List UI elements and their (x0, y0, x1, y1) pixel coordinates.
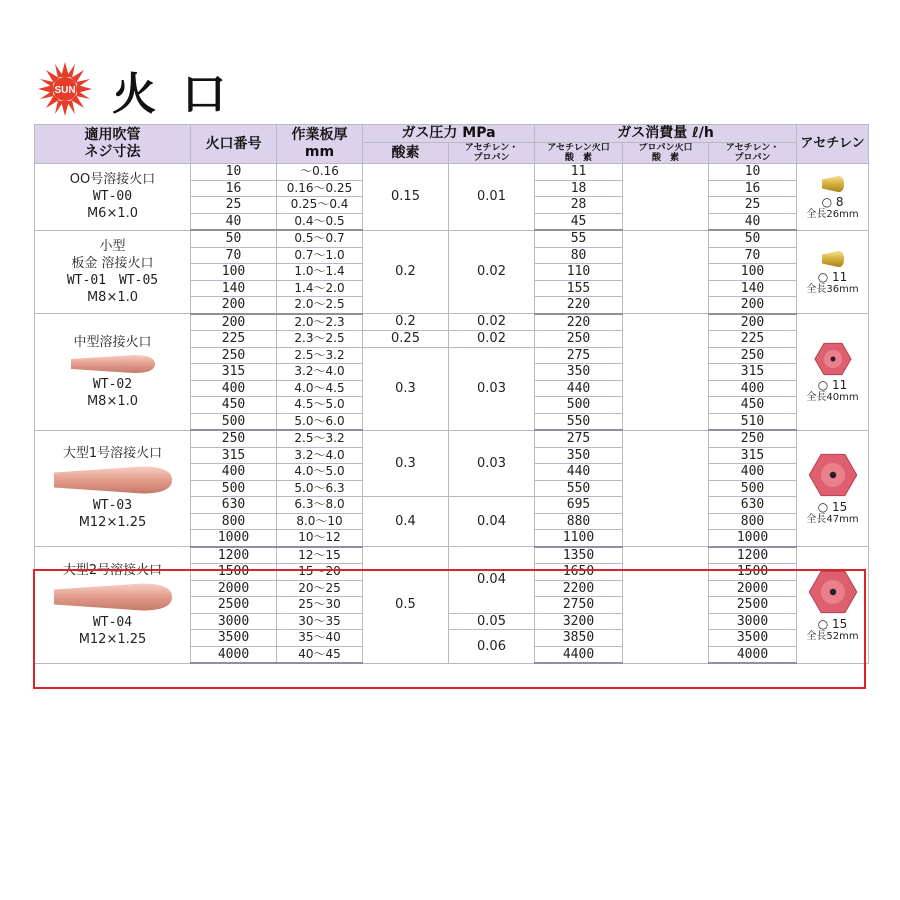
acetylene-propane-consumption: 225 (709, 331, 797, 348)
acetylene-tip-oxygen: 350 (535, 364, 623, 381)
nozzle-tip-icon (54, 465, 172, 495)
acetylene-tip-oxygen: 550 (535, 413, 623, 430)
acetylene-propane-consumption: 510 (709, 413, 797, 430)
tip-number: 630 (191, 497, 277, 514)
plate-range: 2.0～2.5 (277, 297, 363, 314)
model-cell (35, 547, 191, 664)
header-plate-thickness (277, 125, 363, 164)
acetylene-propane-consumption: 50 (709, 230, 797, 247)
model-type: WT-04 (92, 614, 133, 630)
header-acetylene-propane-pressure (449, 143, 535, 164)
acetylene-propane-consumption: 400 (709, 464, 797, 481)
propane-tip-oxygen (623, 430, 709, 547)
sun-logo-icon (38, 62, 92, 116)
tip-number: 25 (191, 197, 277, 214)
acetylene-propane-consumption: 25 (709, 197, 797, 214)
header-gas-pressure: ガス圧力 MPa (363, 125, 535, 143)
model-name: 小型 (99, 238, 126, 254)
header-propane-tip-label: プロパン火口 (638, 143, 693, 153)
nozzle-tip-icon (822, 175, 844, 193)
acetylene-tip-oxygen: 275 (535, 347, 623, 364)
total-length: 全長36mm (806, 284, 859, 296)
acetylene-tip-oxygen: 2200 (535, 580, 623, 597)
tip-image-cell (797, 164, 869, 231)
tip-image-cell (797, 230, 869, 314)
plate-range: 8.0～10 (277, 513, 363, 530)
model-thread: M8×1.0 (86, 289, 139, 305)
oxygen-pressure: 0.3 (363, 430, 449, 497)
acetylene-propane-consumption: 315 (709, 447, 797, 464)
tip-number: 3000 (191, 613, 277, 630)
acetylene-propane-consumption: 3000 (709, 613, 797, 630)
tip-number: 250 (191, 347, 277, 364)
total-length: 全長52mm (806, 630, 859, 642)
acetylene-tip-oxygen: 18 (535, 180, 623, 197)
gas-pressure: 0.05 (449, 613, 535, 630)
acetylene-propane-consumption: 315 (709, 364, 797, 381)
plate-range: 15～20 (277, 564, 363, 581)
hex-nut-icon (808, 450, 858, 500)
acetylene-tip-oxygen: 220 (535, 314, 623, 331)
acetylene-propane-consumption: 40 (709, 213, 797, 230)
plate-range: 2.3～2.5 (277, 331, 363, 348)
header-acet-tip-label: アセチレン火口 (547, 143, 610, 153)
acetylene-propane-consumption: 3500 (709, 630, 797, 647)
gas-pressure: 0.06 (449, 630, 535, 664)
gas-pressure: 0.01 (449, 164, 535, 231)
propane-tip-oxygen (623, 164, 709, 231)
model-name: 大型2号溶接火口 (62, 562, 163, 578)
acetylene-tip-oxygen: 350 (535, 447, 623, 464)
header-oxygen: 酸素 (363, 143, 449, 164)
hex-size: ○ 8 (821, 195, 844, 210)
model-thread: M12×1.25 (78, 631, 147, 647)
tip-number: 225 (191, 331, 277, 348)
plate-range: 40～45 (277, 646, 363, 663)
tip-number: 250 (191, 430, 277, 447)
acetylene-propane-consumption: 10 (709, 164, 797, 181)
page-title: 火口 (112, 69, 252, 120)
table-row (35, 164, 869, 181)
model-cell (35, 314, 191, 431)
nozzle-tip-icon (822, 250, 844, 268)
header-acet-tip-oxygen-label: 酸 素 (565, 153, 593, 163)
tip-number: 2500 (191, 597, 277, 614)
acetylene-tip-oxygen: 28 (535, 197, 623, 214)
acetylene-tip-oxygen: 1100 (535, 530, 623, 547)
tip-number: 140 (191, 280, 277, 297)
acetylene-propane-consumption: 100 (709, 264, 797, 281)
plate-range: 4.0～5.0 (277, 464, 363, 481)
plate-range: 0.4～0.5 (277, 213, 363, 230)
tip-number: 315 (191, 447, 277, 464)
header-propane-label: プロパン (473, 153, 510, 163)
acetylene-tip-oxygen: 155 (535, 280, 623, 297)
plate-range: 5.0～6.0 (277, 413, 363, 430)
tip-number: 400 (191, 464, 277, 481)
acetylene-tip-oxygen: 695 (535, 497, 623, 514)
model-type: WT-01 WT-05 (66, 272, 159, 288)
model-thread: M8×1.0 (86, 393, 139, 409)
header-propane-cons-label: プロパン (734, 153, 771, 163)
tip-number: 400 (191, 380, 277, 397)
hex-size: ○ 15 (817, 500, 848, 515)
plate-range: 1.4～2.0 (277, 280, 363, 297)
header-acet-cons-label: アセチレン・ (725, 143, 780, 153)
header-gas-consumption: ガス消費量 ℓ/h (535, 125, 797, 143)
acetylene-propane-consumption: 1500 (709, 564, 797, 581)
acetylene-propane-consumption: 4000 (709, 646, 797, 663)
plate-range: 2.0～2.3 (277, 314, 363, 331)
plate-range: 3.2～4.0 (277, 447, 363, 464)
table-row (35, 314, 869, 331)
gas-pressure: 0.03 (449, 347, 535, 430)
oxygen-pressure: 0.2 (363, 230, 449, 314)
acetylene-tip-oxygen: 80 (535, 247, 623, 264)
gas-pressure: 0.02 (449, 314, 535, 331)
hex-size: ○ 15 (817, 616, 848, 631)
oxygen-pressure: 0.3 (363, 347, 449, 430)
plate-range: 25～30 (277, 597, 363, 614)
hex-size: ○ 11 (817, 377, 848, 392)
header-thread-label: ネジ寸法 (84, 144, 141, 160)
model-name: OO号溶接火口 (69, 172, 156, 188)
acetylene-tip-oxygen: 45 (535, 213, 623, 230)
table-row (35, 430, 869, 447)
acetylene-propane-consumption: 2000 (709, 580, 797, 597)
acetylene-tip-oxygen: 11 (535, 164, 623, 181)
acetylene-propane-consumption: 400 (709, 380, 797, 397)
tip-number: 100 (191, 264, 277, 281)
model-name: 大型1号溶接火口 (62, 446, 163, 462)
tip-number: 1500 (191, 564, 277, 581)
tip-image-cell (797, 547, 869, 664)
tip-number: 40 (191, 213, 277, 230)
acetylene-propane-consumption: 16 (709, 180, 797, 197)
header-tip-type: アセチレン (797, 125, 869, 164)
oxygen-pressure: 0.25 (363, 331, 449, 348)
model-cell (35, 164, 191, 231)
plate-range: 0.16～0.25 (277, 180, 363, 197)
plate-range: ～0.16 (277, 164, 363, 181)
acetylene-tip-oxygen: 4400 (535, 646, 623, 663)
plate-range: 3.2～4.0 (277, 364, 363, 381)
tip-number: 2000 (191, 580, 277, 597)
tip-number: 1000 (191, 530, 277, 547)
model-name: 中型溶接火口 (73, 334, 152, 350)
acetylene-propane-consumption: 200 (709, 297, 797, 314)
tip-number: 200 (191, 314, 277, 331)
header-acetylene-propane-consumption (709, 143, 797, 164)
model-type: WT-00 (92, 189, 133, 205)
tip-number: 500 (191, 413, 277, 430)
header-propane-tip-oxygen-label: 酸 素 (652, 153, 680, 163)
table-row (35, 547, 869, 564)
propane-tip-oxygen (623, 230, 709, 314)
acetylene-tip-oxygen: 500 (535, 397, 623, 414)
hex-nut-icon (808, 567, 858, 617)
gas-pressure: 0.04 (449, 547, 535, 614)
oxygen-pressure: 0.4 (363, 497, 449, 547)
tip-number: 70 (191, 247, 277, 264)
plate-range: 2.5～3.2 (277, 430, 363, 447)
header-applicable-torch (35, 125, 191, 164)
tip-number: 4000 (191, 646, 277, 663)
model-type: WT-02 (92, 376, 133, 392)
acetylene-propane-consumption: 2500 (709, 597, 797, 614)
plate-range: 4.0～4.5 (277, 380, 363, 397)
tip-number: 315 (191, 364, 277, 381)
acetylene-propane-consumption: 250 (709, 347, 797, 364)
logo-text: SUN (54, 85, 76, 96)
table-row (35, 230, 869, 247)
total-length: 全長40mm (806, 391, 859, 403)
acetylene-propane-consumption: 200 (709, 314, 797, 331)
acetylene-propane-consumption: 1000 (709, 530, 797, 547)
plate-range: 6.3～8.0 (277, 497, 363, 514)
nozzle-tip-icon (71, 354, 155, 374)
acetylene-propane-consumption: 800 (709, 513, 797, 530)
plate-range: 12～15 (277, 547, 363, 564)
header-acetylene-label: アセチレン・ (464, 143, 519, 153)
plate-range: 0.7～1.0 (277, 247, 363, 264)
plate-range: 35～40 (277, 630, 363, 647)
plate-range: 0.25～0.4 (277, 197, 363, 214)
acetylene-propane-consumption: 630 (709, 497, 797, 514)
acetylene-tip-oxygen: 550 (535, 480, 623, 497)
acetylene-propane-consumption: 250 (709, 430, 797, 447)
propane-tip-oxygen (623, 547, 709, 664)
model-type: WT-03 (92, 498, 133, 514)
tip-image-cell (797, 314, 869, 431)
acetylene-tip-oxygen: 440 (535, 380, 623, 397)
gas-pressure: 0.02 (449, 230, 535, 314)
gas-pressure: 0.04 (449, 497, 535, 547)
total-length: 全長47mm (806, 514, 859, 526)
title-area (38, 62, 268, 118)
plate-range: 30～35 (277, 613, 363, 630)
plate-range: 10～12 (277, 530, 363, 547)
acetylene-tip-oxygen: 3200 (535, 613, 623, 630)
acetylene-tip-oxygen: 1350 (535, 547, 623, 564)
acetylene-propane-consumption: 500 (709, 480, 797, 497)
propane-tip-oxygen (623, 314, 709, 431)
tip-number: 3500 (191, 630, 277, 647)
model-thread: M6×1.0 (86, 206, 139, 222)
acetylene-tip-oxygen: 275 (535, 430, 623, 447)
acetylene-tip-oxygen: 220 (535, 297, 623, 314)
tip-number: 500 (191, 480, 277, 497)
plate-range: 0.5～0.7 (277, 230, 363, 247)
tip-image-cell (797, 430, 869, 547)
acetylene-propane-consumption: 450 (709, 397, 797, 414)
oxygen-pressure: 0.5 (363, 547, 449, 664)
acetylene-tip-oxygen: 1650 (535, 564, 623, 581)
model-name: 板金 溶接火口 (71, 255, 154, 271)
total-length: 全長26mm (806, 209, 859, 221)
tip-number: 16 (191, 180, 277, 197)
acetylene-propane-consumption: 1200 (709, 547, 797, 564)
acetylene-propane-consumption: 140 (709, 280, 797, 297)
plate-range: 20～25 (277, 580, 363, 597)
tip-number: 450 (191, 397, 277, 414)
tip-number: 1200 (191, 547, 277, 564)
model-cell (35, 430, 191, 547)
tip-number: 10 (191, 164, 277, 181)
plate-range: 5.0～6.3 (277, 480, 363, 497)
model-cell (35, 230, 191, 314)
tip-number: 200 (191, 297, 277, 314)
hex-size: ○ 11 (817, 270, 848, 285)
header-torch-label: 適用吹管 (84, 127, 141, 143)
acetylene-tip-oxygen: 440 (535, 464, 623, 481)
tip-number: 50 (191, 230, 277, 247)
acetylene-tip-oxygen: 110 (535, 264, 623, 281)
acetylene-tip-oxygen: 250 (535, 331, 623, 348)
acetylene-tip-oxygen: 880 (535, 513, 623, 530)
acetylene-propane-consumption: 70 (709, 247, 797, 264)
header-thickness-label: 作業板厚 (291, 127, 348, 143)
header-propane-tip-oxygen (623, 143, 709, 164)
acetylene-tip-oxygen: 3850 (535, 630, 623, 647)
nozzle-tip-icon (54, 582, 172, 612)
plate-range: 2.5～3.2 (277, 347, 363, 364)
model-thread: M12×1.25 (78, 515, 147, 531)
oxygen-pressure: 0.15 (363, 164, 449, 231)
nozzle-spec-table (34, 124, 869, 664)
gas-pressure: 0.02 (449, 331, 535, 348)
plate-range: 4.5～5.0 (277, 397, 363, 414)
acetylene-tip-oxygen: 55 (535, 230, 623, 247)
plate-range: 1.0～1.4 (277, 264, 363, 281)
header-acetylene-tip-oxygen (535, 143, 623, 164)
header-tip-number: 火口番号 (191, 125, 277, 164)
table-body (35, 164, 869, 664)
tip-number: 800 (191, 513, 277, 530)
gas-pressure: 0.03 (449, 430, 535, 497)
header-mm-label: mm (304, 144, 335, 160)
acetylene-tip-oxygen: 2750 (535, 597, 623, 614)
hex-nut-icon (814, 340, 852, 378)
oxygen-pressure: 0.2 (363, 314, 449, 331)
